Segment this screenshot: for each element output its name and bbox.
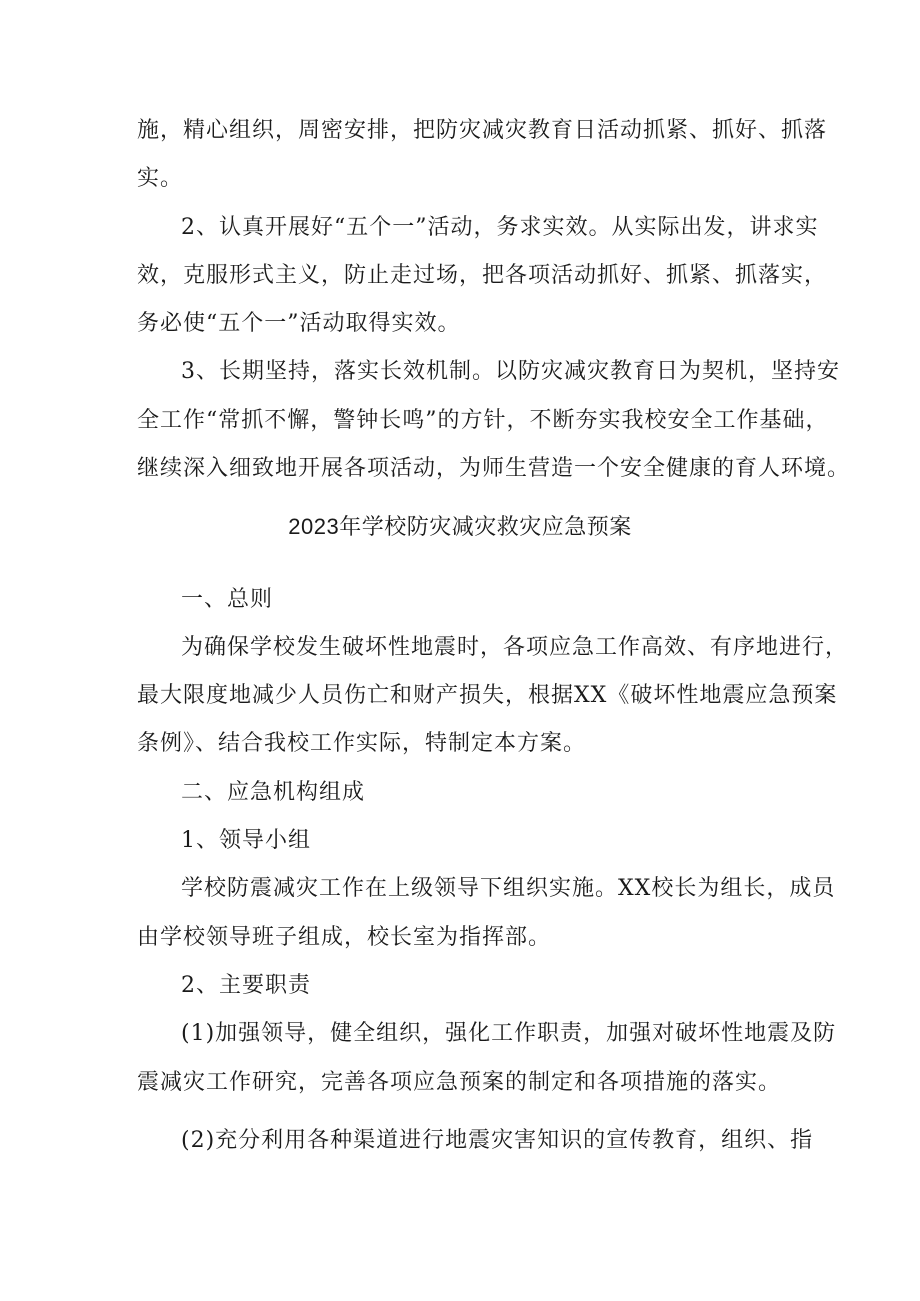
paragraph-line: (2)充分利用各种渠道进行地震灾害知识的宣传教育，组织、指 — [181, 1128, 814, 1153]
paragraph-line: 全工作“常抓不懈，警钟长鸣”的方针，不断夯实我校安全工作基础， — [137, 408, 829, 433]
subsection-heading: 2、主要职责 — [181, 973, 311, 998]
paragraph-line: 学校防震减灾工作在上级领导下组织实施。XX校长为组长，成员 — [181, 876, 836, 901]
paragraph-line: 震减灾工作研究，完善各项应急预案的制定和各项措施的落实。 — [137, 1070, 782, 1095]
paragraph-line: 2、认真开展好“五个一”活动，务求实效。从实际出发，讲求实 — [181, 215, 819, 240]
document-title: 2023年学校防灾减灾救灾应急预案 — [288, 514, 632, 539]
paragraph-line: 务必使“五个一”活动取得实效。 — [137, 311, 461, 336]
section-heading: 二、应急机构组成 — [181, 780, 366, 805]
paragraph-line: 由学校领导班子组成，校长室为指挥部。 — [137, 925, 552, 950]
subsection-heading: 1、领导小组 — [181, 828, 311, 853]
paragraph-line: 最大限度地减少人员伤亡和财产损失，根据XX《破坏性地震应急预案 — [137, 683, 838, 708]
paragraph-line: 继续深入细致地开展各项活动，为师生营造一个安全健康的育人环境。 — [137, 456, 851, 481]
paragraph-line: 为确保学校发生破坏性地震时，各项应急工作高效、有序地进行， — [181, 635, 849, 660]
section-heading: 一、总则 — [181, 587, 274, 612]
paragraph-line: 条例》、结合我校工作实际，特制定本方案。 — [137, 731, 587, 756]
paragraph-line: (1)加强领导，健全组织，强化工作职责，加强对破坏性地震及防 — [181, 1021, 837, 1046]
paragraph-line: 施，精心组织，周密安排，把防灾减灾教育日活动抓紧、抓好、抓落 — [137, 118, 828, 143]
paragraph-line: 3、长期坚持，落实长效机制。以防灾减灾教育日为契机，坚持安 — [181, 359, 840, 384]
paragraph-line: 实。 — [137, 166, 184, 191]
paragraph-line: 效，克服形式主义，防止走过场，把各项活动抓好、抓紧、抓落实， — [137, 263, 828, 288]
